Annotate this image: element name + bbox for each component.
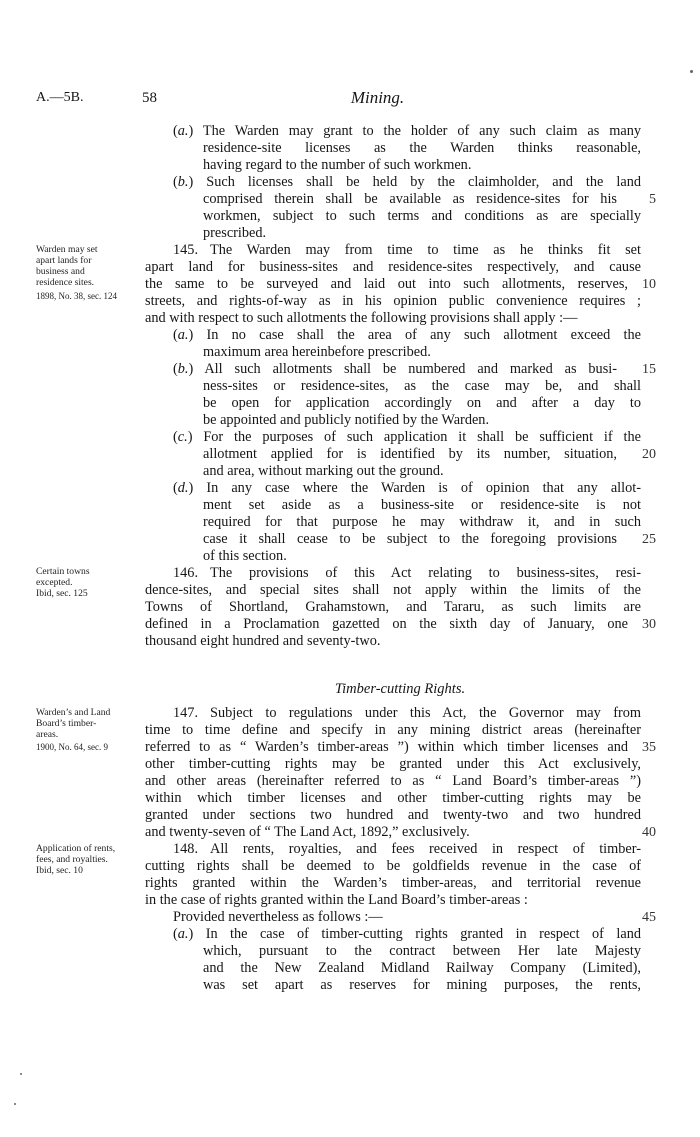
body-line: was set apart as reserves for mining purposes, the rents, [203,977,641,993]
body-line: allotment applied for is identified by its number, situation, [203,446,617,462]
body-line: cutting rights shall be deemed to be goldfields revenue in the case of [145,858,641,874]
margin-note: Warden may set [36,244,98,255]
margin-note: apart lands for [36,255,92,266]
body-line: (c.) For the purposes of such application it shall be sufficient if the [173,429,641,445]
body-line: and area, without marking out the ground. [203,463,444,479]
body-line: (a.) In no case shall the area of any such allotment exceed the [173,327,641,343]
body-line: other timber-cutting rights may be granted under this Act exclusively, [145,756,641,772]
body-line: (a.) The Warden may grant to the holder of any such claim as many [173,123,641,139]
margin-note: Certain towns [36,566,90,577]
body-line: in the case of rights granted within the Land Board’s timber-areas : [145,892,528,908]
body-line: be appointed and publicly notified by the Warden. [203,412,490,428]
body-line: comprised therein shall be available as residence-sites for his [203,191,617,207]
line-number: 15 [642,362,656,377]
body-line: dence-sites, and special sites shall not apply within the limits of the [145,582,641,598]
body-line: and twenty-seven of “ The Land Act, 1892,” exclusively. [145,824,470,840]
margin-note: areas. [36,729,59,740]
body-line: having regard to the number of such workmen. [203,157,472,173]
body-line: Provided nevertheless as follows :— [173,909,383,925]
body-line: residence-site licenses as the Warden thinks reasonable, [203,140,641,156]
body-line: Towns of Shortland, Grahamstown, and Tararu, as such limits are [145,599,641,615]
running-header-reference: A.—5B. [36,90,84,105]
body-line: (d.) In any case where the Warden is of opinion that any allot- [173,480,641,496]
body-line: workmen, subject to such terms and conditions as are specially [203,208,641,224]
body-line: case it shall cease to be subject to the foregoing provisions [203,531,617,547]
margin-note: Warden’s and Land [36,707,111,718]
margin-note: Board’s timber- [36,718,97,729]
body-line: rights granted within the Warden’s timber-areas, and territorial revenue [145,875,641,891]
body-line: (b.) Such licenses shall be held by the claimholder, and the land [173,174,641,190]
margin-note: excepted. [36,577,73,588]
body-line: All rents, royalties, and fees received in respect of timber- [210,841,641,857]
body-line: apart land for business-sites and residence-sites respectively, and cause [145,259,641,275]
body-line: streets, and rights-of-way as in his opinion public convenience requires ; [145,293,641,309]
body-line: referred to as “ Warden’s timber-areas ”) within which timber licenses and [145,739,628,755]
margin-note: business and [36,266,85,277]
body-line: defined in a Proclamation gazetted on the sixth day of January, one [145,616,628,632]
running-header-title: Mining. [350,88,405,107]
body-line: and with respect to such allotments the following provisions shall apply :— [145,310,578,326]
line-number: 45 [642,910,656,925]
section-number: 148. [173,841,199,857]
scan-speck [690,70,693,73]
line-number: 20 [642,447,656,462]
body-line: ness-sites or residence-sites, as the case may be, and shall [203,378,641,394]
section-number: 146. [173,565,199,581]
body-line: maximum area hereinbefore prescribed. [203,344,431,360]
section-heading: Timber-cutting Rights. [334,681,466,697]
body-line: within which timber licenses and other timber-cutting rights may be [145,790,641,806]
body-line: The provisions of this Act relating to business-sites, resi- [210,565,641,581]
page-number: 58 [142,90,157,106]
section-number: 147. [173,705,199,721]
body-line: of this section. [203,548,287,564]
body-line: The Warden may from time to time as he thinks fit set [210,242,641,258]
body-line: Subject to regulations under this Act, the Governor may from [210,705,641,721]
line-number: 5 [649,192,656,207]
line-number: 25 [642,532,656,547]
body-line: which, pursuant to the contract between Her late Majesty [203,943,641,959]
margin-note-citation: Ibid, sec. 125 [36,588,88,599]
margin-note-citation: 1900, No. 64, sec. 9 [36,742,108,752]
margin-note-citation: 1898, No. 38, sec. 124 [36,291,117,301]
body-line: the same to be surveyed and laid out into such allotments, reserves, [145,276,628,292]
body-line: time to time define and specify in any mining district areas (hereinafter [145,722,641,738]
body-line: and the New Zealand Midland Railway Company (Limited), [203,960,641,976]
body-line: (b.) All such allotments shall be numbered and marked as busi- [173,361,617,377]
body-line: prescribed. [203,225,267,241]
margin-note: fees, and royalties. [36,854,108,865]
scan-speck [20,1073,22,1075]
body-line: thousand eight hundred and seventy-two. [145,633,381,649]
section-number: 145. [173,242,199,258]
margin-note: Application of rents, [36,843,116,854]
line-number: 30 [642,617,656,632]
scan-speck [14,1103,16,1105]
body-line: required for that purpose he may withdraw it, and in such [203,514,641,530]
body-line: (a.) In the case of timber-cutting rights granted in respect of land [173,926,641,942]
body-line: and other areas (hereinafter referred to as “ Land Board’s timber-areas ”) [145,773,641,789]
body-line: ment set aside as a business-site or residence-site is not [203,497,641,513]
line-number: 40 [642,825,656,840]
line-number: 35 [642,740,656,755]
body-line: granted under sections two hundred and twenty-two and two hundred [145,807,641,823]
margin-note: residence sites. [36,277,95,288]
line-number: 10 [642,277,656,292]
body-line: be open for application accordingly on and after a day to [203,395,641,411]
margin-note-citation: Ibid, sec. 10 [36,865,83,876]
